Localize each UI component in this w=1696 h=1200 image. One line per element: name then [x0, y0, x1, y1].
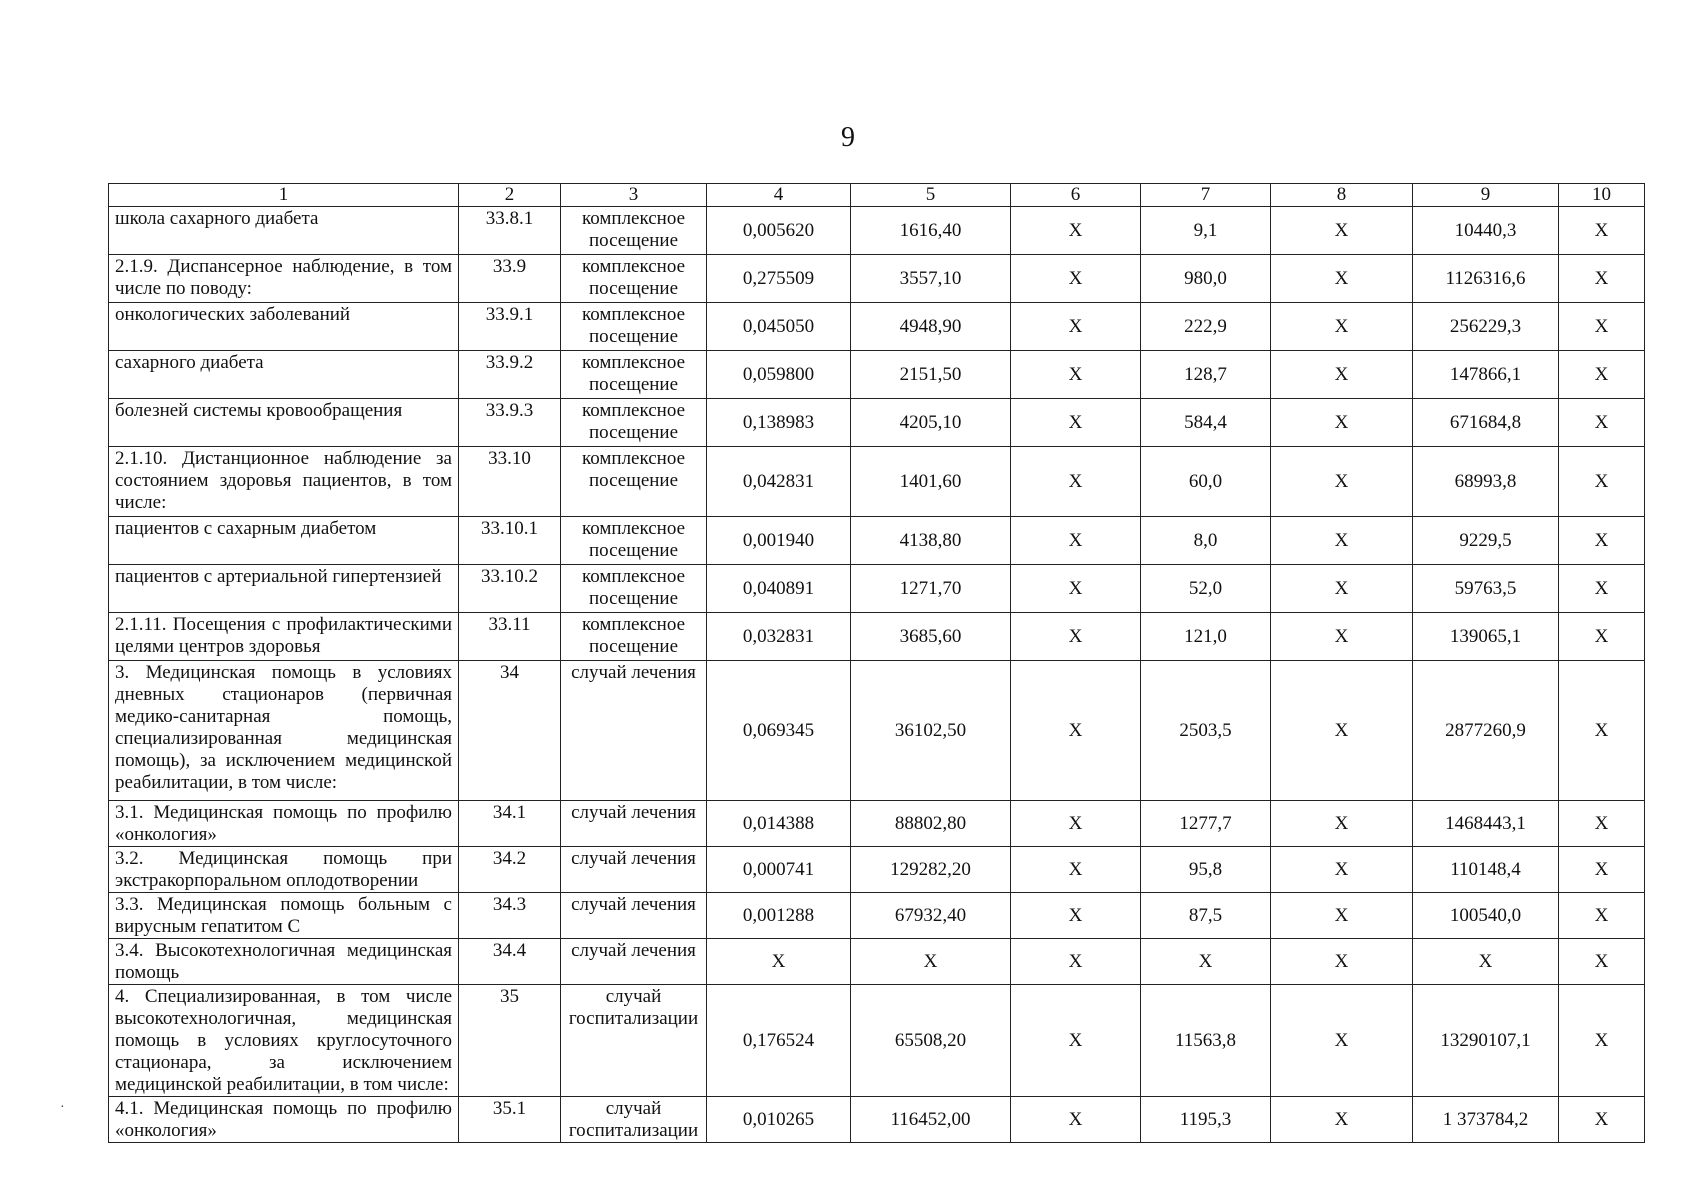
cell-col10: X: [1559, 801, 1645, 847]
cell-rate: X: [707, 939, 851, 985]
cell-col10: X: [1559, 661, 1645, 801]
cell-rate: 0,014388: [707, 801, 851, 847]
cell-code: 33.9.3: [459, 399, 561, 447]
cell-cost: 36102,50: [851, 661, 1011, 801]
cell-code: 33.8.1: [459, 207, 561, 255]
cell-rate: 0,001288: [707, 893, 851, 939]
cell-cost: 88802,80: [851, 801, 1011, 847]
cell-code: 33.11: [459, 613, 561, 661]
cell-unit: комплексное посещение: [561, 351, 707, 399]
cell-col8: X: [1271, 399, 1413, 447]
table-row: [109, 565, 1645, 613]
cell-code: 34.3: [459, 893, 561, 939]
cell-cost: 2151,50: [851, 351, 1011, 399]
cell-col6: X: [1011, 661, 1141, 801]
cell-col9: 59763,5: [1413, 565, 1559, 613]
cell-col9: 110148,4: [1413, 847, 1559, 893]
cell-col6: X: [1011, 303, 1141, 351]
cell-code: 33.10.2: [459, 565, 561, 613]
cell-code: 34.1: [459, 801, 561, 847]
cell-col9: 100540,0: [1413, 893, 1559, 939]
cell-col9: 1468443,1: [1413, 801, 1559, 847]
cell-cost: 129282,20: [851, 847, 1011, 893]
cell-unit: комплексное посещение: [561, 517, 707, 565]
cell-col7: 11563,8: [1141, 985, 1271, 1097]
cell-cost: 4948,90: [851, 303, 1011, 351]
cell-col7: 2503,5: [1141, 661, 1271, 801]
cell-rate: 0,005620: [707, 207, 851, 255]
cell-col8: X: [1271, 447, 1413, 517]
column-header: 7: [1141, 184, 1271, 207]
cell-col6: X: [1011, 517, 1141, 565]
cell-col9: 13290107,1: [1413, 985, 1559, 1097]
cell-description: 2.1.10. Дистанционное наблюдение за состоянием здоровья пациентов, в том числе:: [109, 447, 459, 517]
header-row: [109, 184, 1645, 207]
cell-unit: случай лечения: [561, 893, 707, 939]
cell-description: пациентов с сахарным диабетом: [109, 517, 459, 565]
cell-col7: 95,8: [1141, 847, 1271, 893]
cell-col6: X: [1011, 893, 1141, 939]
cell-cost: X: [851, 939, 1011, 985]
cell-description: 2.1.9. Диспансерное наблюдение, в том числе по поводу:: [109, 255, 459, 303]
cell-col6: X: [1011, 351, 1141, 399]
cell-description: 4.1. Медицинская помощь по профилю «онкология»: [109, 1097, 459, 1143]
cell-col6: X: [1011, 801, 1141, 847]
cell-rate: 0,138983: [707, 399, 851, 447]
cell-col7: 128,7: [1141, 351, 1271, 399]
cell-rate: 0,045050: [707, 303, 851, 351]
cell-unit: случай лечения: [561, 801, 707, 847]
cell-code: 33.9.1: [459, 303, 561, 351]
cell-col10: X: [1559, 399, 1645, 447]
cell-code: 35: [459, 985, 561, 1097]
cell-unit: комплексное посещение: [561, 613, 707, 661]
cell-description: болезней системы кровообращения: [109, 399, 459, 447]
cell-cost: 116452,00: [851, 1097, 1011, 1143]
cell-col7: 980,0: [1141, 255, 1271, 303]
cell-description: 3.4. Высокотехнологичная медицинская помощь: [109, 939, 459, 985]
cell-col6: X: [1011, 613, 1141, 661]
cell-col9: 671684,8: [1413, 399, 1559, 447]
cell-unit: комплексное посещение: [561, 399, 707, 447]
cell-col10: X: [1559, 351, 1645, 399]
column-header: 3: [561, 184, 707, 207]
table-row: [109, 1097, 1645, 1143]
cell-col9: 1126316,6: [1413, 255, 1559, 303]
table-row: [109, 661, 1645, 801]
cell-col10: X: [1559, 985, 1645, 1097]
cell-description: 3.2. Медицинская помощь при экстракорпоральном оплодотворении: [109, 847, 459, 893]
cell-cost: 4205,10: [851, 399, 1011, 447]
cell-rate: 0,059800: [707, 351, 851, 399]
cell-code: 33.10.1: [459, 517, 561, 565]
cell-col8: X: [1271, 847, 1413, 893]
cell-col7: X: [1141, 939, 1271, 985]
table-row: [109, 207, 1645, 255]
cell-rate: 0,000741: [707, 847, 851, 893]
cell-col10: X: [1559, 565, 1645, 613]
cell-col9: 10440,3: [1413, 207, 1559, 255]
cell-cost: 3557,10: [851, 255, 1011, 303]
cell-col8: X: [1271, 303, 1413, 351]
cell-col6: X: [1011, 1097, 1141, 1143]
cell-col7: 1195,3: [1141, 1097, 1271, 1143]
cell-col8: X: [1271, 613, 1413, 661]
cell-unit: комплексное посещение: [561, 303, 707, 351]
cell-col10: X: [1559, 1097, 1645, 1143]
cell-col10: X: [1559, 255, 1645, 303]
cell-code: 34.4: [459, 939, 561, 985]
cell-col10: X: [1559, 613, 1645, 661]
table-row: [109, 985, 1645, 1097]
cell-col8: X: [1271, 1097, 1413, 1143]
cell-col10: X: [1559, 447, 1645, 517]
cell-description: 3.3. Медицинская помощь больным с вирусным гепатитом С: [109, 893, 459, 939]
cell-cost: 1616,40: [851, 207, 1011, 255]
table-row: [109, 801, 1645, 847]
scan-dot: ·: [60, 1100, 65, 1115]
cell-description: 3.1. Медицинская помощь по профилю «онкология»: [109, 801, 459, 847]
cell-col9: 1 373784,2: [1413, 1097, 1559, 1143]
page-number: 9: [841, 122, 855, 153]
cell-code: 33.9.2: [459, 351, 561, 399]
cell-col7: 1277,7: [1141, 801, 1271, 847]
cell-col10: X: [1559, 207, 1645, 255]
table-row: [109, 939, 1645, 985]
cell-col8: X: [1271, 801, 1413, 847]
cell-unit: случай лечения: [561, 847, 707, 893]
table-row: [109, 893, 1645, 939]
cell-col8: X: [1271, 939, 1413, 985]
cell-description: сахарного диабета: [109, 351, 459, 399]
cell-unit: случай госпитализации: [561, 1097, 707, 1143]
cell-col9: X: [1413, 939, 1559, 985]
cell-col9: 139065,1: [1413, 613, 1559, 661]
cell-col6: X: [1011, 399, 1141, 447]
cell-col8: X: [1271, 985, 1413, 1097]
cell-col8: X: [1271, 351, 1413, 399]
table-row: [109, 303, 1645, 351]
cell-rate: 0,032831: [707, 613, 851, 661]
cell-unit: случай лечения: [561, 661, 707, 801]
column-header: 9: [1413, 184, 1559, 207]
cell-unit: комплексное посещение: [561, 447, 707, 517]
cell-col7: 222,9: [1141, 303, 1271, 351]
cell-code: 35.1: [459, 1097, 561, 1143]
cell-cost: 4138,80: [851, 517, 1011, 565]
cell-rate: 0,275509: [707, 255, 851, 303]
cell-col10: X: [1559, 847, 1645, 893]
cell-unit: комплексное посещение: [561, 255, 707, 303]
cell-col8: X: [1271, 255, 1413, 303]
cell-col9: 147866,1: [1413, 351, 1559, 399]
cell-description: онкологических заболеваний: [109, 303, 459, 351]
cell-col7: 8,0: [1141, 517, 1271, 565]
cell-col6: X: [1011, 565, 1141, 613]
column-header: 4: [707, 184, 851, 207]
cell-col7: 9,1: [1141, 207, 1271, 255]
cell-col9: 256229,3: [1413, 303, 1559, 351]
cell-unit: случай лечения: [561, 939, 707, 985]
cell-code: 33.10: [459, 447, 561, 517]
cell-col9: 9229,5: [1413, 517, 1559, 565]
cell-unit: комплексное посещение: [561, 207, 707, 255]
table-row: [109, 447, 1645, 517]
column-header: 2: [459, 184, 561, 207]
cell-col10: X: [1559, 303, 1645, 351]
cell-rate: 0,040891: [707, 565, 851, 613]
cell-col6: X: [1011, 447, 1141, 517]
cell-unit: случай госпитализации: [561, 985, 707, 1097]
cell-col6: X: [1011, 847, 1141, 893]
cell-col8: X: [1271, 565, 1413, 613]
cell-code: 33.9: [459, 255, 561, 303]
cell-description: пациентов с артериальной гипертензией: [109, 565, 459, 613]
column-header: 8: [1271, 184, 1413, 207]
table-row: [109, 255, 1645, 303]
cell-code: 34.2: [459, 847, 561, 893]
cell-code: 34: [459, 661, 561, 801]
cell-col8: X: [1271, 517, 1413, 565]
cell-cost: 1271,70: [851, 565, 1011, 613]
table-row: [109, 847, 1645, 893]
cell-col7: 87,5: [1141, 893, 1271, 939]
cell-unit: комплексное посещение: [561, 565, 707, 613]
column-header: 5: [851, 184, 1011, 207]
table-row: [109, 613, 1645, 661]
cell-col10: X: [1559, 893, 1645, 939]
cell-rate: 0,069345: [707, 661, 851, 801]
cell-col8: X: [1271, 893, 1413, 939]
cell-col9: 68993,8: [1413, 447, 1559, 517]
cell-col10: X: [1559, 939, 1645, 985]
cell-col6: X: [1011, 939, 1141, 985]
table-row: [109, 351, 1645, 399]
cell-rate: 0,176524: [707, 985, 851, 1097]
cell-cost: 67932,40: [851, 893, 1011, 939]
cell-cost: 3685,60: [851, 613, 1011, 661]
column-header: 10: [1559, 184, 1645, 207]
cell-col10: X: [1559, 517, 1645, 565]
cell-col7: 52,0: [1141, 565, 1271, 613]
cell-col6: X: [1011, 985, 1141, 1097]
cell-cost: 1401,60: [851, 447, 1011, 517]
table-row: [109, 399, 1645, 447]
cell-description: 3. Медицинская помощь в условиях дневных стационаров (первичная медико-санитарная помощь, специализированная медицинская помощь), за исключением медицинской реабилитации, в том числе:: [109, 661, 459, 801]
cell-rate: 0,001940: [707, 517, 851, 565]
cell-rate: 0,042831: [707, 447, 851, 517]
column-header: 1: [109, 184, 459, 207]
table-row: [109, 517, 1645, 565]
cell-col9: 2877260,9: [1413, 661, 1559, 801]
cell-col6: X: [1011, 207, 1141, 255]
cell-col6: X: [1011, 255, 1141, 303]
cell-description: 2.1.11. Посещения с профилактическими целями центров здоровья: [109, 613, 459, 661]
cell-col7: 584,4: [1141, 399, 1271, 447]
cell-col8: X: [1271, 661, 1413, 801]
column-header: 6: [1011, 184, 1141, 207]
cell-description: 4. Специализированная, в том числе высокотехнологичная, медицинская помощь в условиях круглосуточного стационара, за исключением медицинской реабилитации, в том числе:: [109, 985, 459, 1097]
cell-rate: 0,010265: [707, 1097, 851, 1143]
data-table: [108, 183, 1645, 1143]
cell-col7: 121,0: [1141, 613, 1271, 661]
cell-cost: 65508,20: [851, 985, 1011, 1097]
cell-col8: X: [1271, 207, 1413, 255]
cell-col7: 60,0: [1141, 447, 1271, 517]
cell-description: школа сахарного диабета: [109, 207, 459, 255]
